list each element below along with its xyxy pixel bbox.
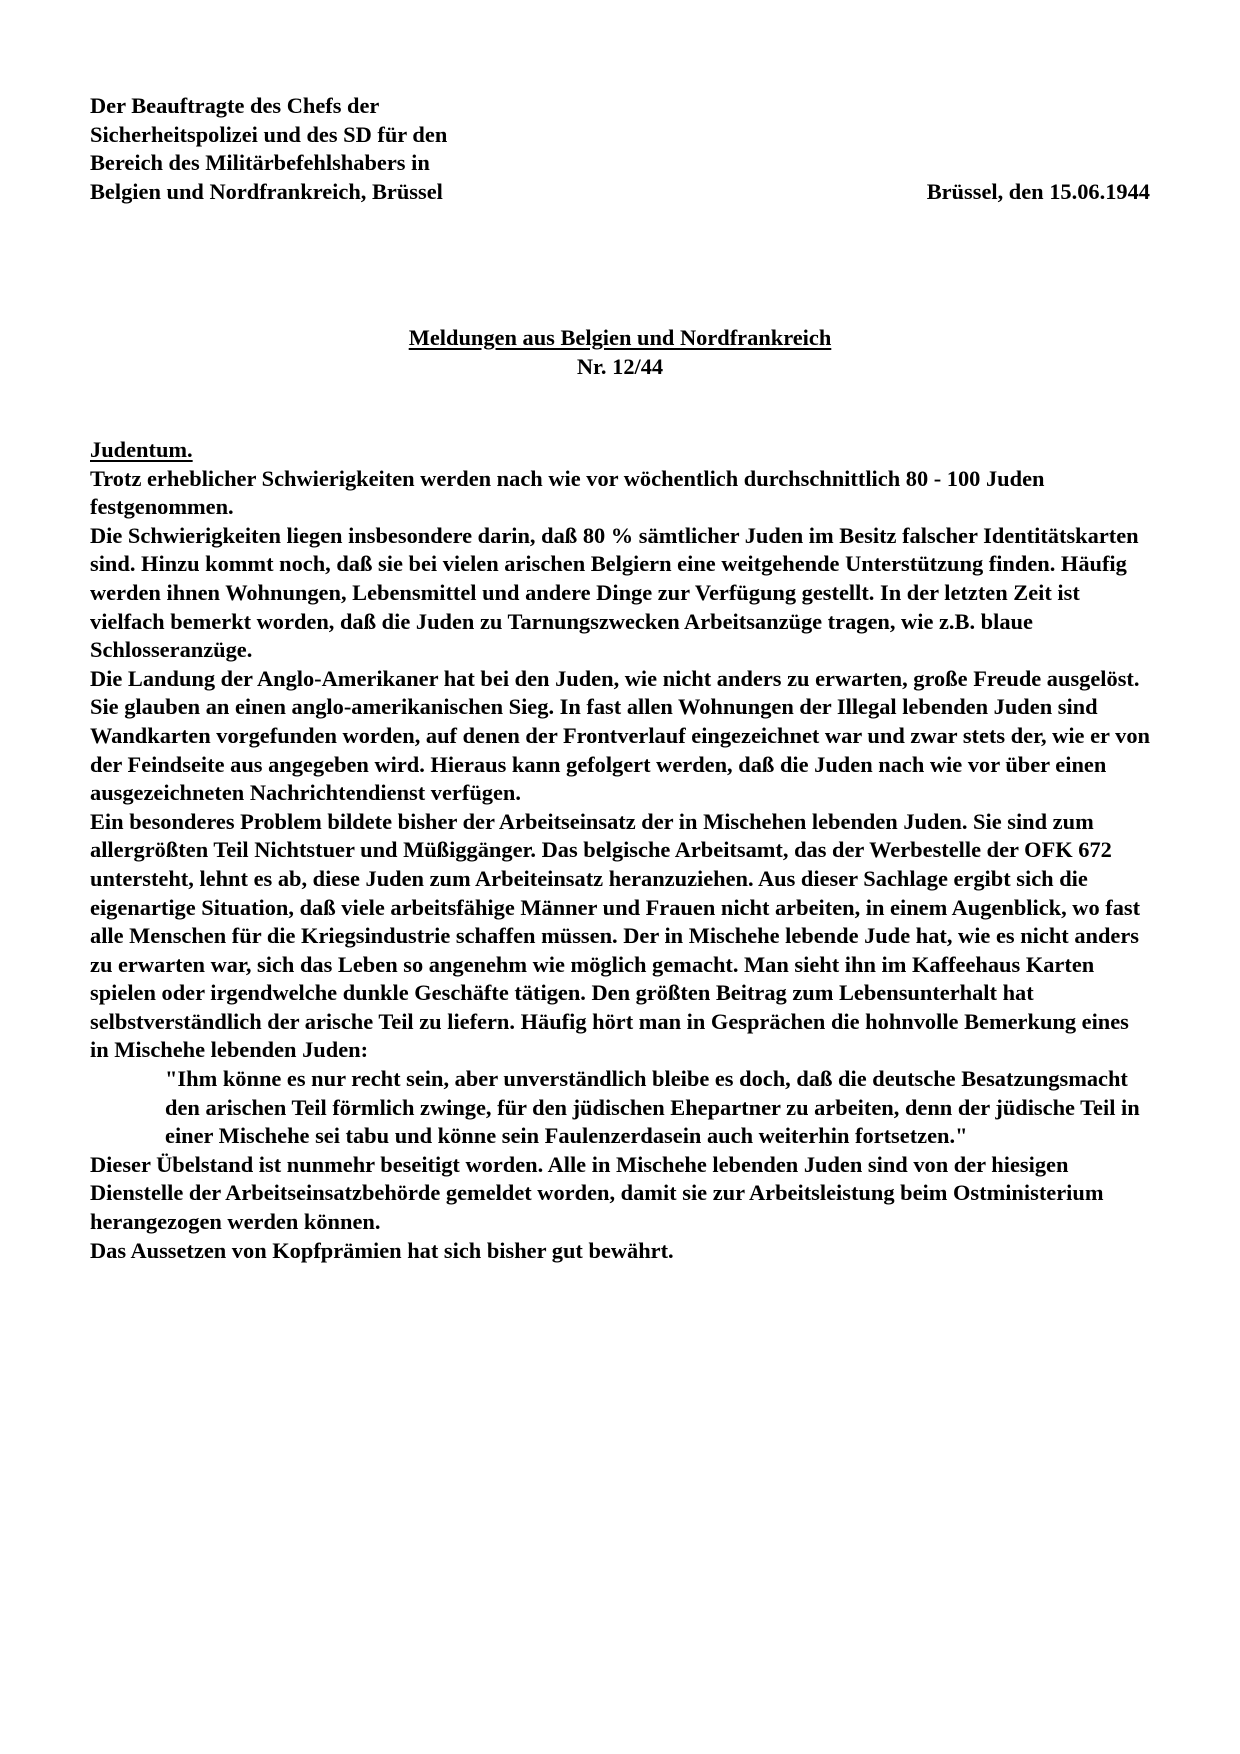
document-body xyxy=(90,436,1150,1265)
body-paragraph: Ein besonderes Problem bildete bisher der Arbeitseinsatz der in Mischehen lebenden Juden. Sie sind zum allergrößten Teil Nichtstuer und Müßiggänger. Das belgische Arbeitsamt, das der Werbestelle der OFK 672 untersteht, lehnt es ab, diese Juden zum Arbeiteinsatz heranzuziehen. Aus dieser Sachlage ergibt sich die eigenartige Situation, daß viele arbeitsfähige Männer und Frauen nicht arbeiten, in einem Augenblick, wo fast alle Menschen für die Kriegsindustrie schaffen müssen. Der in Mischehe lebende Jude hat, wie es nicht anders zu erwarten war, sich das Leben so angenehm wie möglich gemacht. Man sieht ihn im Kaffeehaus Karten spielen oder irgendwelche dunkle Geschäfte tätigen. Den größten Beitrag zum Lebensunterhalt hat selbstverständlich der arische Teil zu liefern. Häufig hört man in Gesprächen die hohnvolle Bemerkung eines in Mischehe lebenden Juden: xyxy=(90,808,1141,1063)
document-number: Nr. 12/44 xyxy=(576,353,664,379)
body-paragraph: Dieser Übelstand ist nunmehr beseitigt worden. Alle in Mischehe lebenden Juden sind von der hiesigen Dienstelle der Arbeitseinsatzbehörde gemeldet worden, damit sie zur Arbeitsleistung beim Ostministerium herangezogen werden können. xyxy=(90,1151,1104,1235)
body-paragraph: Die Schwierigkeiten liegen insbesondere darin, daß 80 % sämtlicher Juden im Besitz falscher Identitätskarten sind. Hinzu kommt noch, daß sie bei vielen arischen Belgiern eine weitgehende Unterstützung finden. Häufig werden ihnen Wohnungen, Lebensmittel und andere Dinge zur Verfügung gestellt. In der letzten Zeit ist vielfach bemerkt worden, daß die Juden zu Tarnungszwecken Arbeitsanzüge tragen, wie z.B. blaue Schlosseranzüge. xyxy=(90,522,1139,663)
sender-line: Belgien und Nordfrankreich, Brüssel xyxy=(90,178,443,204)
date-line: Brüssel, den 15.06.1944 xyxy=(926,179,1150,204)
title-block xyxy=(0,324,1240,381)
body-paragraph: Das Aussetzen von Kopfprämien hat sich bisher gut bewährt. xyxy=(90,1237,674,1263)
body-paragraph: Die Landung der Anglo-Amerikaner hat bei den Juden, wie nicht anders zu erwarten, große Freude ausgelöst. Sie glauben an einen anglo-amerikanischen Sieg. In fast allen Wohnungen der Illegal lebenden Juden sind Wandkarten vorgefunden worden, auf denen der Frontverlauf eingezeichnet war und zwar stets der, wie er von der Feindseite aus angegeben wird. Hieraus kann gefolgert werden, daß die Juden nach wie vor über einen ausgezeichneten Nachrichtendienst verfügen. xyxy=(90,665,1150,806)
sender-line: Bereich des Militärbefehlshabers in xyxy=(90,150,430,176)
sender-line: Sicherheitspolizei und des SD für den xyxy=(90,121,448,147)
body-paragraph: Trotz erheblicher Schwierigkeiten werden nach wie vor wöchentlich durchschnittlich 80 - 100 Juden festgenommen. xyxy=(90,465,1045,520)
document-title: Meldungen aus Belgien und Nordfrankreich xyxy=(408,325,832,350)
sender-line: Der Beauftragte des Chefs der xyxy=(90,93,380,118)
block-quote: "Ihm könne es nur recht sein, aber unverständlich bleibe es doch, daß die deutsche Besatzungsmacht den arischen Teil förmlich zwinge, für den jüdischen Ehepartner zu arbeiten, denn der jüdische Teil in einer Mischehe sei tabu und könne sein Faulenzerdasein auch weiterhin fortsetzen." xyxy=(165,1066,1140,1149)
section-heading: Judentum. xyxy=(90,437,193,462)
sender-block xyxy=(90,92,650,206)
